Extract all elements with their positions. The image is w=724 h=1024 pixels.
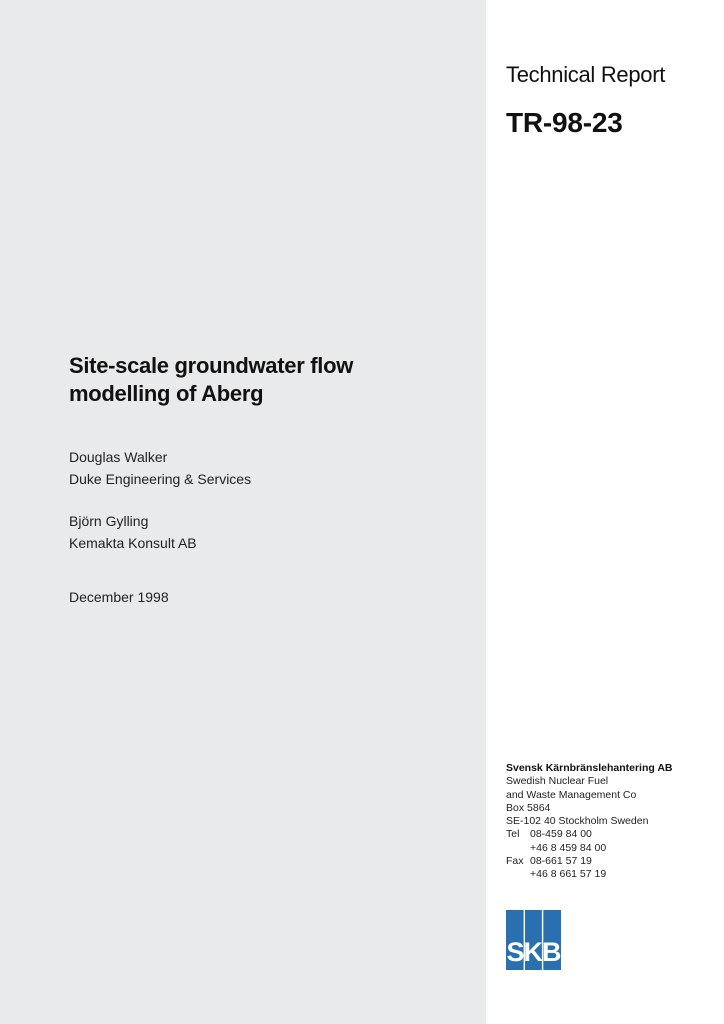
phone-number-intl: +46 8 459 84 00 — [530, 841, 607, 854]
skb-logo — [506, 910, 561, 970]
report-number: TR-98-23 — [506, 107, 623, 138]
phone-number: 08-459 84 00 — [530, 828, 592, 841]
publisher-fax-intl — [506, 868, 716, 881]
publisher-name: Svensk Kärnbränslehantering AB — [506, 762, 673, 774]
report-type: Technical Report — [506, 62, 666, 87]
author-affiliation: Kemakta Konsult AB — [69, 535, 197, 551]
publisher-fax — [506, 855, 716, 868]
document-title-line-1: Site-scale groundwater flow — [69, 353, 354, 378]
publisher-line: Box 5864 — [506, 801, 551, 814]
skb-logo-text: SKB — [506, 937, 561, 967]
publisher-phone-intl — [506, 842, 716, 855]
fax-number-intl: +46 8 661 57 19 — [530, 868, 607, 881]
author-block — [69, 446, 251, 490]
phone-label: Tel — [506, 828, 520, 841]
publisher-address — [506, 762, 716, 882]
publisher-line: SE-102 40 Stockholm Sweden — [506, 815, 649, 828]
publisher-line: Swedish Nuclear Fuel — [506, 775, 609, 788]
publication-date: December 1998 — [69, 589, 169, 605]
skb-logo-graphic — [506, 910, 561, 970]
publisher-phone — [506, 828, 716, 841]
publisher-line: and Waste Management Co — [506, 788, 637, 801]
document-title-line-2: modelling of Aberg — [69, 381, 264, 406]
author-name: Douglas Walker — [69, 449, 168, 465]
author-affiliation: Duke Engineering & Services — [69, 471, 252, 487]
author-block — [69, 510, 197, 554]
document-title — [69, 352, 469, 408]
author-name: Björn Gylling — [69, 513, 149, 529]
fax-label: Fax — [506, 855, 524, 868]
fax-number: 08-661 57 19 — [530, 855, 592, 868]
